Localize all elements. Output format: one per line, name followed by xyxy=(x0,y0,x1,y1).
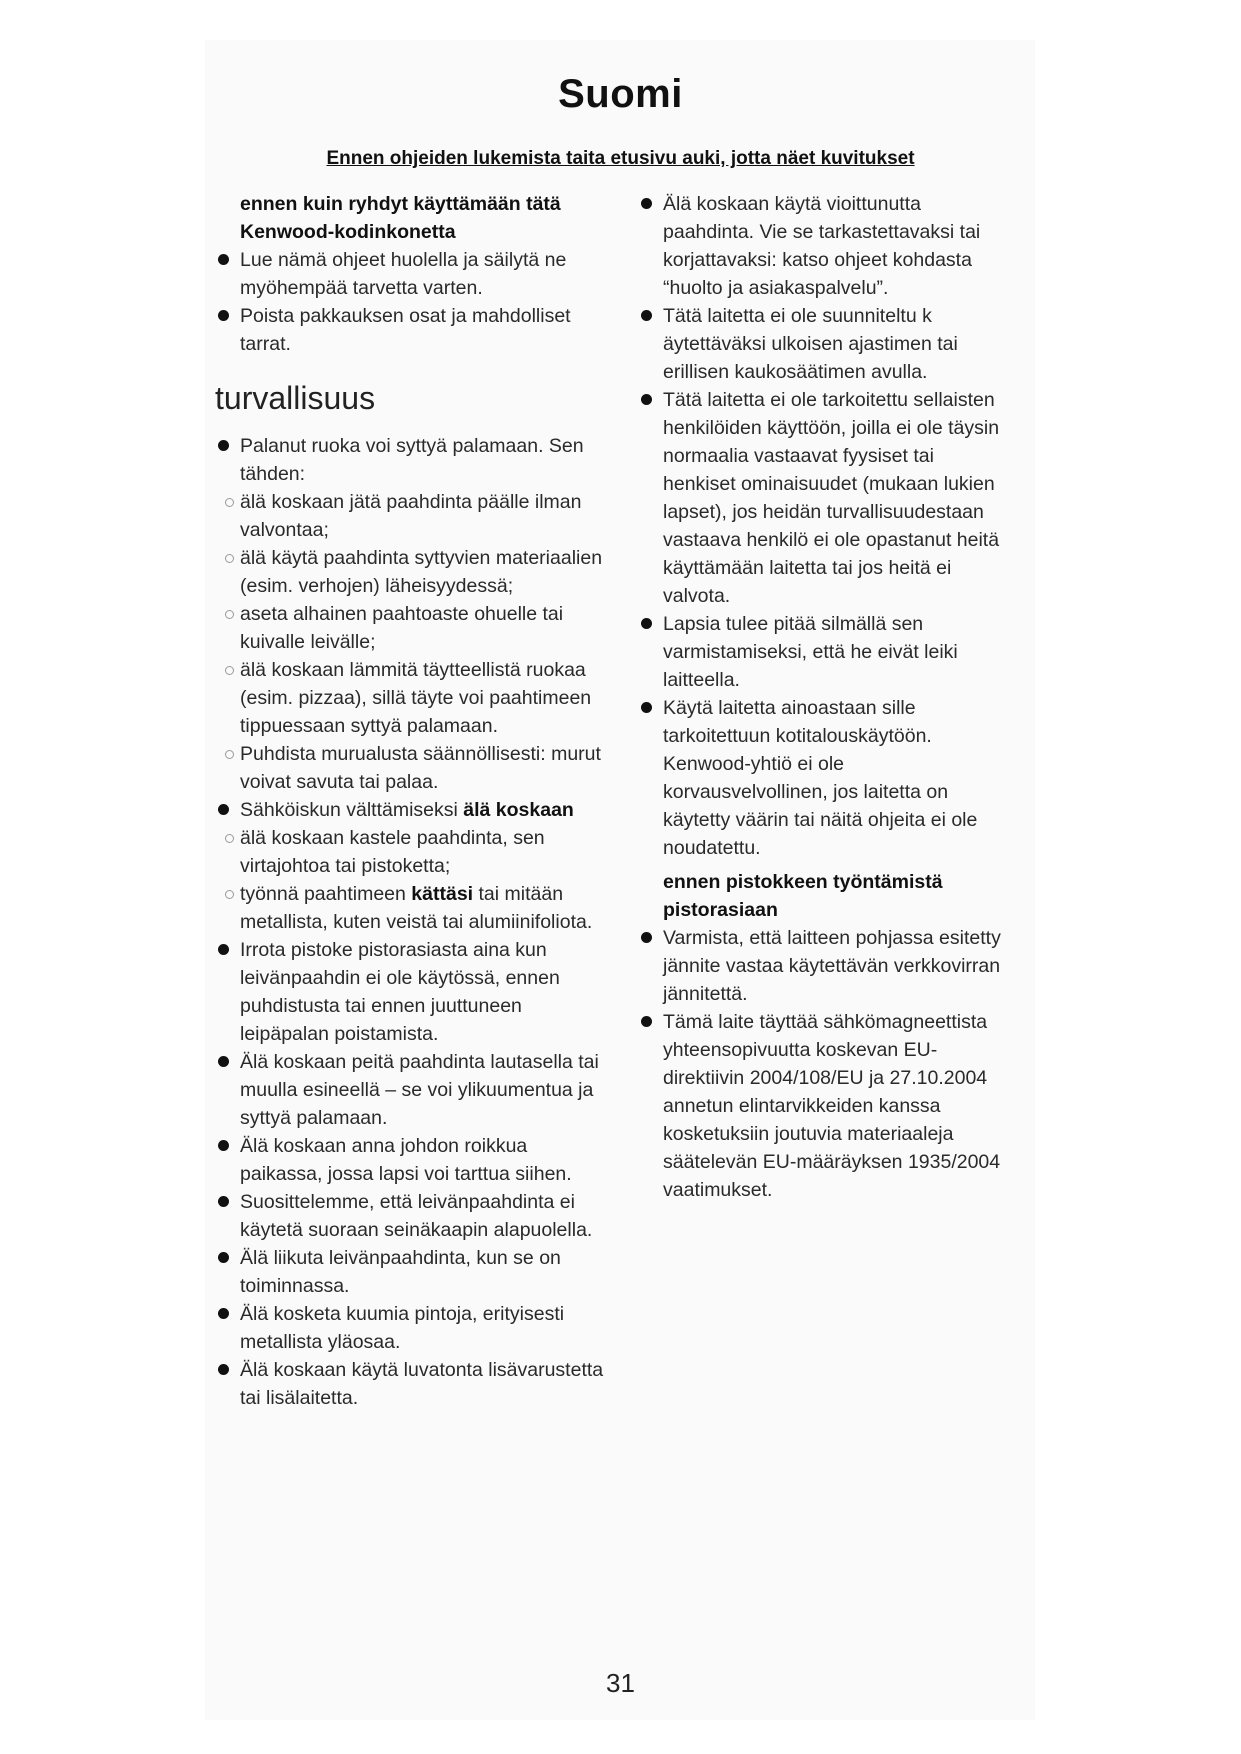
sub-list-item: aseta alhainen paahtoaste ohuelle tai kuivalle leivälle; xyxy=(240,600,610,656)
right-column xyxy=(663,190,1008,1204)
intro-list xyxy=(240,246,610,358)
list-item: Älä koskaan anna johdon roikkua paikassa, jossa lapsi voi tarttua siihen. xyxy=(240,1132,610,1188)
list-item: Älä koskaan käytä vioittunutta paahdinta. Vie se tarkastettavaksi tai korjattavaksi: katso ohjeet kohdasta “huolto ja asiakaspalvelu”. xyxy=(663,190,1008,302)
intro-heading: ennen kuin ryhdyt käyttämään tätä Kenwood-kodinkonetta xyxy=(240,193,561,243)
left-column xyxy=(215,190,610,1412)
sub-list-item: älä koskaan kastele paahdinta, sen virtajohtoa tai pistoketta; xyxy=(240,824,610,880)
list-item: Älä koskaan peitä paahdinta lautasella tai muulla esineellä – se voi ylikuumentua ja syttyä palamaan. xyxy=(240,1048,610,1132)
safety-list xyxy=(240,432,610,1412)
list-item: Lue nämä ohjeet huolella ja säilytä ne myöhempää tarvetta varten. xyxy=(240,246,610,302)
safety-list-continued xyxy=(663,190,1008,862)
list-item-text: tai mitään metallista, kuten veistä tai alumiinifoliota. xyxy=(240,883,593,933)
list-item: Tämä laite täyttää sähkömagneettista yhteensopivuutta koskevan EU-direktiivin 2004/108/EU ja 27.10.2004 annetun elintarvikkeiden kanssa kosketuksiin joutuvia materiaaleja säätelevän EU-määräyksen 1935/2004 vaatimukset. xyxy=(663,1008,1008,1204)
list-item: Tätä laitetta ei ole tarkoitettu sellaisten henkilöiden käyttöön, joilla ei ole täysin normaalia vastaavat fyysiset tai henkiset ominaisuudet (mukaan lukien lapset), jos heidän turvallisuudestaan vastaava henkilö ei ole opastanut heitä käyttämään laitetta tai jos heitä ei valvota. xyxy=(663,386,1008,610)
list-item: Käytä laitetta ainoastaan sille tarkoitettuun kotitalouskäytöön. Kenwood-yhtiö ei ole korvausvelvollinen, jos laitetta on käytetty väärin tai näitä ohjeita ei ole noudatettu. xyxy=(663,694,1008,862)
list-item: Älä kosketa kuumia pintoja, erityisesti metallista yläosaa. xyxy=(240,1300,610,1356)
sub-list-item: Puhdista murualusta säännöllisesti: murut voivat savuta tai palaa. xyxy=(240,740,610,796)
page-subtitle: Ennen ohjeiden lukemista taita etusivu auki, jotta näet kuvitukset xyxy=(326,148,915,169)
list-item: Poista pakkauksen osat ja mahdolliset tarrat. xyxy=(240,302,610,358)
list-item: Irrota pistoke pistorasiasta aina kun leivänpaahdin ei ole käytössä, ennen puhdistusta tai ennen juuttuneen leipäpalan poistamista. xyxy=(240,936,610,1048)
sub-list-item: älä koskaan jätä paahdinta päälle ilman valvontaa; xyxy=(240,488,610,544)
list-item: Älä liikuta leivänpaahdinta, kun se on toiminnassa. xyxy=(240,1244,610,1300)
section-title-safety: turvallisuus xyxy=(215,380,376,416)
list-item: Suosittelemme, että leivänpaahdinta ei käytetä suoraan seinäkaapin alapuolella. xyxy=(240,1188,610,1244)
sub-list-item: älä käytä paahdinta syttyvien materiaalien (esim. verhojen) läheisyydessä; xyxy=(240,544,610,600)
list-item: Tätä laitetta ei ole suunniteltu k äytettäväksi ulkoisen ajastimen tai erillisen kaukosäätimen avulla. xyxy=(663,302,1008,386)
plug-heading: ennen pistokkeen työntämistä pistorasiaan xyxy=(663,871,943,921)
list-item: Palanut ruoka voi syttyä palamaan. Sen tähden: xyxy=(240,432,610,488)
list-item-text: työnnä paahtimeen xyxy=(240,883,412,905)
list-item: Lapsia tulee pitää silmällä sen varmistamiseksi, että he eivät leiki laitteella. xyxy=(663,610,1008,694)
list-item: Varmista, että laitteen pohjassa esitetty jännite vastaa käytettävän verkkovirran jännitettä. xyxy=(663,924,1008,1008)
list-item-emphasis: kättäsi xyxy=(411,883,474,905)
list-item: Älä koskaan käytä luvatonta lisävarustetta tai lisälaitetta. xyxy=(240,1356,610,1412)
page-number: 31 xyxy=(606,1668,635,1698)
sub-list-item: älä koskaan lämmitä täytteellistä ruokaa (esim. pizzaa), sillä täyte voi paahtimeen tippuessaan syttyä palamaan. xyxy=(240,656,610,740)
list-item-text: Sähköiskun välttämiseksi xyxy=(240,799,464,821)
list-item xyxy=(240,796,610,824)
list-item-emphasis: älä koskaan xyxy=(463,799,574,821)
sub-list-item xyxy=(240,880,610,936)
plug-list xyxy=(663,924,1008,1204)
page-title: Suomi xyxy=(558,72,683,116)
